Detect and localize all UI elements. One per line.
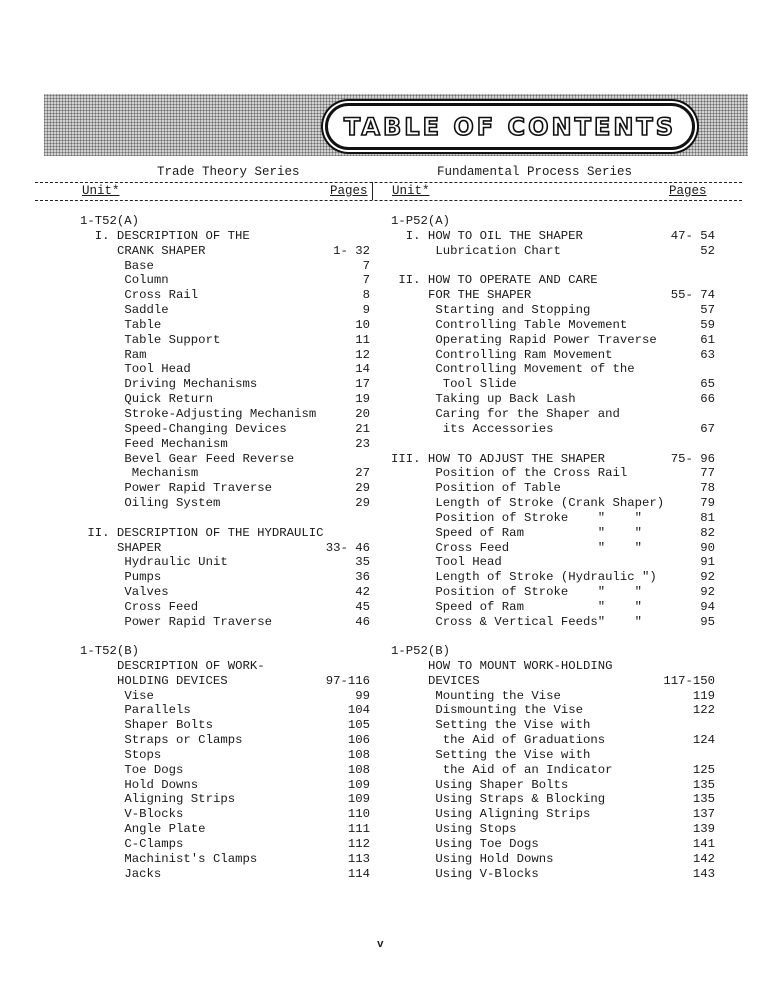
toc-entry-title: Toe Dogs (124, 762, 184, 777)
toc-entry-title: Jacks (124, 866, 162, 881)
toc-entry-title: DEVICES (428, 673, 480, 688)
toc-entry-title: Stroke-Adjusting Mechanism (124, 406, 317, 421)
page-title: TABLE OF CONTENTS (343, 112, 677, 141)
toc-entry-title: Parallels (124, 703, 191, 718)
toc-entry-title: Base (124, 258, 154, 273)
toc-entry (391, 733, 715, 748)
toc-entry-page: 19 (355, 392, 370, 407)
toc-entry (391, 822, 715, 837)
page-number: v (377, 939, 384, 951)
toc-entry-page: 35 (355, 555, 370, 570)
toc-entry-title: HOW TO MOUNT WORK-HOLDING (428, 658, 613, 673)
toc-entry-page: 57 (700, 303, 715, 318)
toc-entry-title: Caring for the Shaper and (435, 406, 620, 421)
toc-entry-page: 139 (692, 822, 715, 837)
toc-entry-page: 29 (355, 496, 370, 511)
left-section-a (80, 214, 370, 630)
toc-entry-page: 33- 46 (325, 540, 370, 555)
toc-entry-page: 14 (355, 362, 370, 377)
toc-entry-title: Column (124, 273, 169, 288)
toc-entry (80, 867, 370, 882)
toc-entry-title: Tool Head (435, 555, 502, 570)
toc-entry-title: Using V-Blocks (435, 866, 539, 881)
toc-entry (80, 348, 370, 363)
toc-entry-page: 112 (347, 836, 370, 851)
toc-entry-title: the Aid of Graduations (442, 733, 606, 748)
right-series-heading: Fundamental Process Series (437, 165, 633, 179)
toc-entry-title: Machinist's Clamps (124, 851, 258, 866)
toc-entry-page: 10 (355, 317, 370, 332)
toc-entry-page: 141 (692, 836, 715, 851)
toc-entry-title: Cross & Vertical Feeds" " (435, 614, 643, 629)
toc-entry-page: 66 (700, 392, 715, 407)
toc-entry (80, 333, 370, 348)
toc-entry (80, 555, 370, 570)
left-section-b (80, 644, 370, 882)
toc-entry (80, 214, 370, 229)
toc-entry-page: 29 (355, 481, 370, 496)
toc-entry-page: 59 (700, 317, 715, 332)
toc-entry (391, 763, 715, 778)
toc-entry (391, 585, 715, 600)
toc-entry (80, 852, 370, 867)
toc-entry (80, 674, 370, 689)
toc-entry (391, 541, 715, 556)
toc-entry-title: Speed of Ram " " (435, 599, 643, 614)
toc-entry-page: 12 (355, 347, 370, 362)
toc-entry (391, 792, 715, 807)
toc-entry-title (391, 437, 715, 452)
toc-entry-page: 46 (355, 614, 370, 629)
toc-entry-title: Power Rapid Traverse (124, 481, 272, 496)
toc-entry-title: Straps or Clamps (124, 733, 243, 748)
toc-entry (391, 703, 715, 718)
toc-entry-page: 122 (692, 703, 715, 718)
toc-entry-title: Dismounting the Vise (435, 703, 583, 718)
toc-entry (80, 377, 370, 392)
toc-entry (391, 511, 715, 526)
toc-entry-title: Angle Plate (124, 822, 206, 837)
toc-entry-title: II. DESCRIPTION OF THE HYDRAULIC (87, 525, 324, 540)
toc-entry (80, 229, 370, 244)
toc-entry-title: Hold Downs (124, 777, 199, 792)
toc-entry-title: Using Toe Dogs (435, 836, 539, 851)
toc-entry-page: 63 (700, 347, 715, 362)
toc-entry-page: 95 (700, 614, 715, 629)
toc-entry-title: the Aid of an Indicator (442, 762, 613, 777)
toc-entry (80, 570, 370, 585)
header-rule-bottom (35, 200, 742, 201)
toc-entry-title: DESCRIPTION OF WORK- (117, 658, 265, 673)
toc-entry (80, 526, 370, 541)
toc-entry (391, 496, 715, 511)
toc-entry-title: Tool Head (124, 362, 191, 377)
toc-entry (391, 333, 715, 348)
toc-entry-title: CRANK SHAPER (117, 243, 206, 258)
toc-entry-page: 82 (700, 525, 715, 540)
toc-entry (391, 852, 715, 867)
toc-entry (80, 541, 370, 556)
toc-entry-title: Driving Mechanisms (124, 377, 258, 392)
toc-entry-page: 7 (362, 273, 370, 288)
toc-entry-page: 17 (355, 377, 370, 392)
toc-entry (391, 303, 715, 318)
toc-entry-page: 65 (700, 377, 715, 392)
toc-entry (391, 526, 715, 541)
toc-entry-page: 135 (692, 777, 715, 792)
toc-entry (80, 615, 370, 630)
toc-entry (391, 481, 715, 496)
toc-entry-title: Using Shaper Bolts (435, 777, 569, 792)
toc-entry (391, 452, 715, 467)
toc-entry (80, 273, 370, 288)
toc-entry-title: Tool Slide (442, 377, 517, 392)
toc-entry-page: 142 (692, 851, 715, 866)
toc-entry-title: Saddle (124, 303, 169, 318)
toc-entry (80, 822, 370, 837)
toc-entry (391, 555, 715, 570)
toc-entry-title: V-Blocks (124, 807, 184, 822)
toc-entry-title: Cross Rail (124, 288, 199, 303)
toc-entry (391, 244, 715, 259)
toc-entry (80, 511, 370, 526)
toc-entry-title: Setting the Vise with (435, 718, 591, 733)
toc-entry-title: Vise (124, 688, 154, 703)
toc-entry-title: Pumps (124, 570, 162, 585)
toc-entry-title: Controlling Ram Movement (435, 347, 613, 362)
toc-entry (391, 570, 715, 585)
toc-entry-page: 23 (355, 436, 370, 451)
toc-entry (391, 600, 715, 615)
toc-entry-page: 97-116 (325, 673, 370, 688)
toc-entry-title: Using Aligning Strips (435, 807, 591, 822)
toc-entry-title: Starting and Stopping (435, 303, 591, 318)
title-banner (325, 103, 695, 150)
toc-entry-page: 45 (355, 599, 370, 614)
toc-entry-page: 92 (700, 570, 715, 585)
toc-entry (391, 362, 715, 377)
toc-entry (80, 585, 370, 600)
toc-entry-page: 8 (362, 288, 370, 303)
toc-entry-title: Controlling Table Movement (435, 317, 628, 332)
toc-entry-title: Setting the Vise with (435, 747, 591, 762)
left-pages-header: Pages (330, 184, 368, 198)
toc-entry-page: 81 (700, 510, 715, 525)
toc-entry-title: Valves (124, 585, 169, 600)
toc-entry-title: Operating Rapid Power Traverse (435, 332, 657, 347)
toc-entry-title: Table (124, 317, 162, 332)
toc-entry (80, 496, 370, 511)
toc-entry-title: Bevel Gear Feed Reverse (124, 451, 295, 466)
toc-entry (80, 600, 370, 615)
toc-entry (80, 452, 370, 467)
toc-entry (80, 733, 370, 748)
toc-entry-title: Position of Table (435, 481, 561, 496)
right-unit-header: Unit* (392, 184, 430, 198)
toc-entry-page: 110 (347, 807, 370, 822)
toc-entry (80, 407, 370, 422)
header-rule-top (35, 182, 742, 183)
toc-entry-page: 117-150 (663, 673, 715, 688)
toc-entry-page: 90 (700, 540, 715, 555)
right-pages-header: Pages (669, 184, 707, 198)
toc-entry-page: 114 (347, 866, 370, 881)
toc-entry-page: 1- 32 (333, 243, 370, 258)
toc-entry-page: 124 (692, 733, 715, 748)
toc-entry (80, 792, 370, 807)
toc-entry-title: C-Clamps (124, 836, 184, 851)
toc-entry-title: Oiling System (124, 496, 221, 511)
toc-entry (391, 348, 715, 363)
toc-entry-page: 111 (347, 822, 370, 837)
toc-entry (80, 244, 370, 259)
toc-entry (80, 807, 370, 822)
toc-entry-title: SHAPER (117, 540, 162, 555)
toc-entry-title (80, 511, 370, 526)
toc-entry-title: Aligning Strips (124, 792, 236, 807)
left-series-heading: Trade Theory Series (157, 165, 300, 179)
toc-entry (80, 392, 370, 407)
toc-entry (80, 659, 370, 674)
toc-entry (80, 481, 370, 496)
toc-entry-title: Taking up Back Lash (435, 392, 576, 407)
toc-entry (391, 644, 715, 659)
toc-entry (80, 644, 370, 659)
toc-entry (391, 392, 715, 407)
toc-entry (80, 689, 370, 704)
toc-entry-title: Ram (124, 347, 147, 362)
toc-entry (391, 377, 715, 392)
toc-entry-title: II. HOW TO OPERATE AND CARE (398, 273, 598, 288)
toc-entry (391, 807, 715, 822)
toc-entry (80, 703, 370, 718)
toc-entry-page: 91 (700, 555, 715, 570)
toc-entry (391, 674, 715, 689)
left-unit-header: Unit* (82, 184, 120, 198)
toc-entry-page: 109 (347, 792, 370, 807)
toc-entry-page: 42 (355, 585, 370, 600)
toc-entry-page: 75- 96 (670, 451, 715, 466)
toc-entry-page: 36 (355, 570, 370, 585)
toc-entry-page: 119 (692, 688, 715, 703)
toc-entry-page: 21 (355, 421, 370, 436)
right-section-a (391, 214, 715, 630)
toc-entry (80, 437, 370, 452)
toc-entry-title: Length of Stroke (Hydraulic ") (435, 570, 657, 585)
toc-entry-title: Shaper Bolts (124, 718, 213, 733)
toc-entry (391, 273, 715, 288)
toc-entry (391, 748, 715, 763)
toc-entry-page: 52 (700, 243, 715, 258)
toc-entry-page: 77 (700, 466, 715, 481)
toc-entry (391, 689, 715, 704)
toc-entry-page: 61 (700, 332, 715, 347)
toc-entry-title: Using Hold Downs (435, 851, 554, 866)
toc-entry-title (391, 259, 715, 274)
toc-entry (391, 437, 715, 452)
toc-entry (80, 748, 370, 763)
toc-entry (391, 466, 715, 481)
toc-entry-page: 109 (347, 777, 370, 792)
toc-entry-page: 125 (692, 762, 715, 777)
toc-entry-page: 108 (347, 747, 370, 762)
toc-entry-page: 20 (355, 406, 370, 421)
toc-entry-title: Controlling Movement of the (435, 362, 635, 377)
toc-entry (80, 466, 370, 481)
toc-entry-title: Length of Stroke (Crank Shaper) (435, 496, 665, 511)
toc-entry-title: Position of Stroke " " (435, 510, 643, 525)
toc-entry (80, 778, 370, 793)
toc-entry-page: 137 (692, 807, 715, 822)
toc-entry-page: 104 (347, 703, 370, 718)
toc-entry-page: 67 (700, 421, 715, 436)
toc-entry (80, 718, 370, 733)
toc-entry-page: 9 (362, 303, 370, 318)
toc-entry (80, 303, 370, 318)
toc-entry-title: Speed-Changing Devices (124, 421, 287, 436)
toc-entry-title: Using Stops (435, 822, 517, 837)
toc-entry-title: Speed of Ram " " (435, 525, 643, 540)
toc-entry-page: 94 (700, 599, 715, 614)
toc-entry-page: 47- 54 (670, 228, 715, 243)
toc-entry-title: Lubrication Chart (435, 243, 561, 258)
toc-entry-title: Quick Return (124, 392, 213, 407)
toc-entry (391, 867, 715, 882)
toc-entry-page: 143 (692, 866, 715, 881)
toc-entry-title: 1-T52(A) (80, 214, 140, 228)
right-section-b (391, 644, 715, 882)
toc-entry (391, 214, 715, 229)
toc-entry-title: Feed Mechanism (124, 436, 228, 451)
toc-entry (80, 837, 370, 852)
toc-entry-title: Stops (124, 747, 162, 762)
toc-entry-title: Using Straps & Blocking (435, 792, 606, 807)
toc-entry-page: 108 (347, 762, 370, 777)
toc-entry (80, 763, 370, 778)
toc-entry-page: 79 (700, 496, 715, 511)
toc-entry-page: 135 (692, 792, 715, 807)
toc-entry-title: Position of Stroke " " (435, 585, 643, 600)
toc-entry (80, 318, 370, 333)
toc-entry-title: Mounting the Vise (435, 688, 561, 703)
toc-entry-page: 27 (355, 466, 370, 481)
toc-entry-page: 7 (362, 258, 370, 273)
toc-entry (391, 259, 715, 274)
toc-entry-title: its Accessories (442, 421, 554, 436)
toc-entry-title: FOR THE SHAPER (428, 288, 532, 303)
toc-entry-page: 78 (700, 481, 715, 496)
toc-entry (80, 422, 370, 437)
toc-entry-page: 99 (355, 688, 370, 703)
toc-entry (391, 659, 715, 674)
toc-entry (391, 229, 715, 244)
toc-entry (391, 837, 715, 852)
toc-entry-title: Hydraulic Unit (124, 555, 228, 570)
toc-entry-title: I. DESCRIPTION OF THE (94, 228, 250, 243)
toc-entry (391, 422, 715, 437)
toc-entry-page: 55- 74 (670, 288, 715, 303)
toc-entry (80, 288, 370, 303)
toc-entry-title: 1-P52(B) (391, 644, 451, 658)
toc-entry (391, 288, 715, 303)
header-column-separator (372, 182, 373, 200)
toc-entry-page: 92 (700, 585, 715, 600)
toc-entry-title: III. HOW TO ADJUST THE SHAPER (391, 451, 606, 466)
toc-entry-title: Cross Feed " " (435, 540, 643, 555)
toc-entry-page: 11 (355, 332, 370, 347)
toc-entry (391, 718, 715, 733)
toc-entry (391, 407, 715, 422)
toc-entry-title: Power Rapid Traverse (124, 614, 272, 629)
toc-entry-page: 105 (347, 718, 370, 733)
toc-entry-title: Table Support (124, 332, 221, 347)
toc-entry (391, 318, 715, 333)
toc-entry (80, 259, 370, 274)
toc-entry-page: 106 (347, 733, 370, 748)
toc-entry-title: 1-T52(B) (80, 644, 140, 658)
toc-entry-title: 1-P52(A) (391, 214, 451, 228)
toc-entry-title: Cross Feed (124, 599, 199, 614)
toc-entry-title: I. HOW TO OIL THE SHAPER (405, 228, 583, 243)
toc-entry (80, 362, 370, 377)
toc-entry-title: Mechanism (131, 466, 199, 481)
toc-entry-title: HOLDING DEVICES (117, 673, 228, 688)
toc-entry (391, 778, 715, 793)
toc-entry-page: 113 (347, 851, 370, 866)
toc-entry-title: Position of the Cross Rail (435, 466, 628, 481)
toc-entry (391, 615, 715, 630)
